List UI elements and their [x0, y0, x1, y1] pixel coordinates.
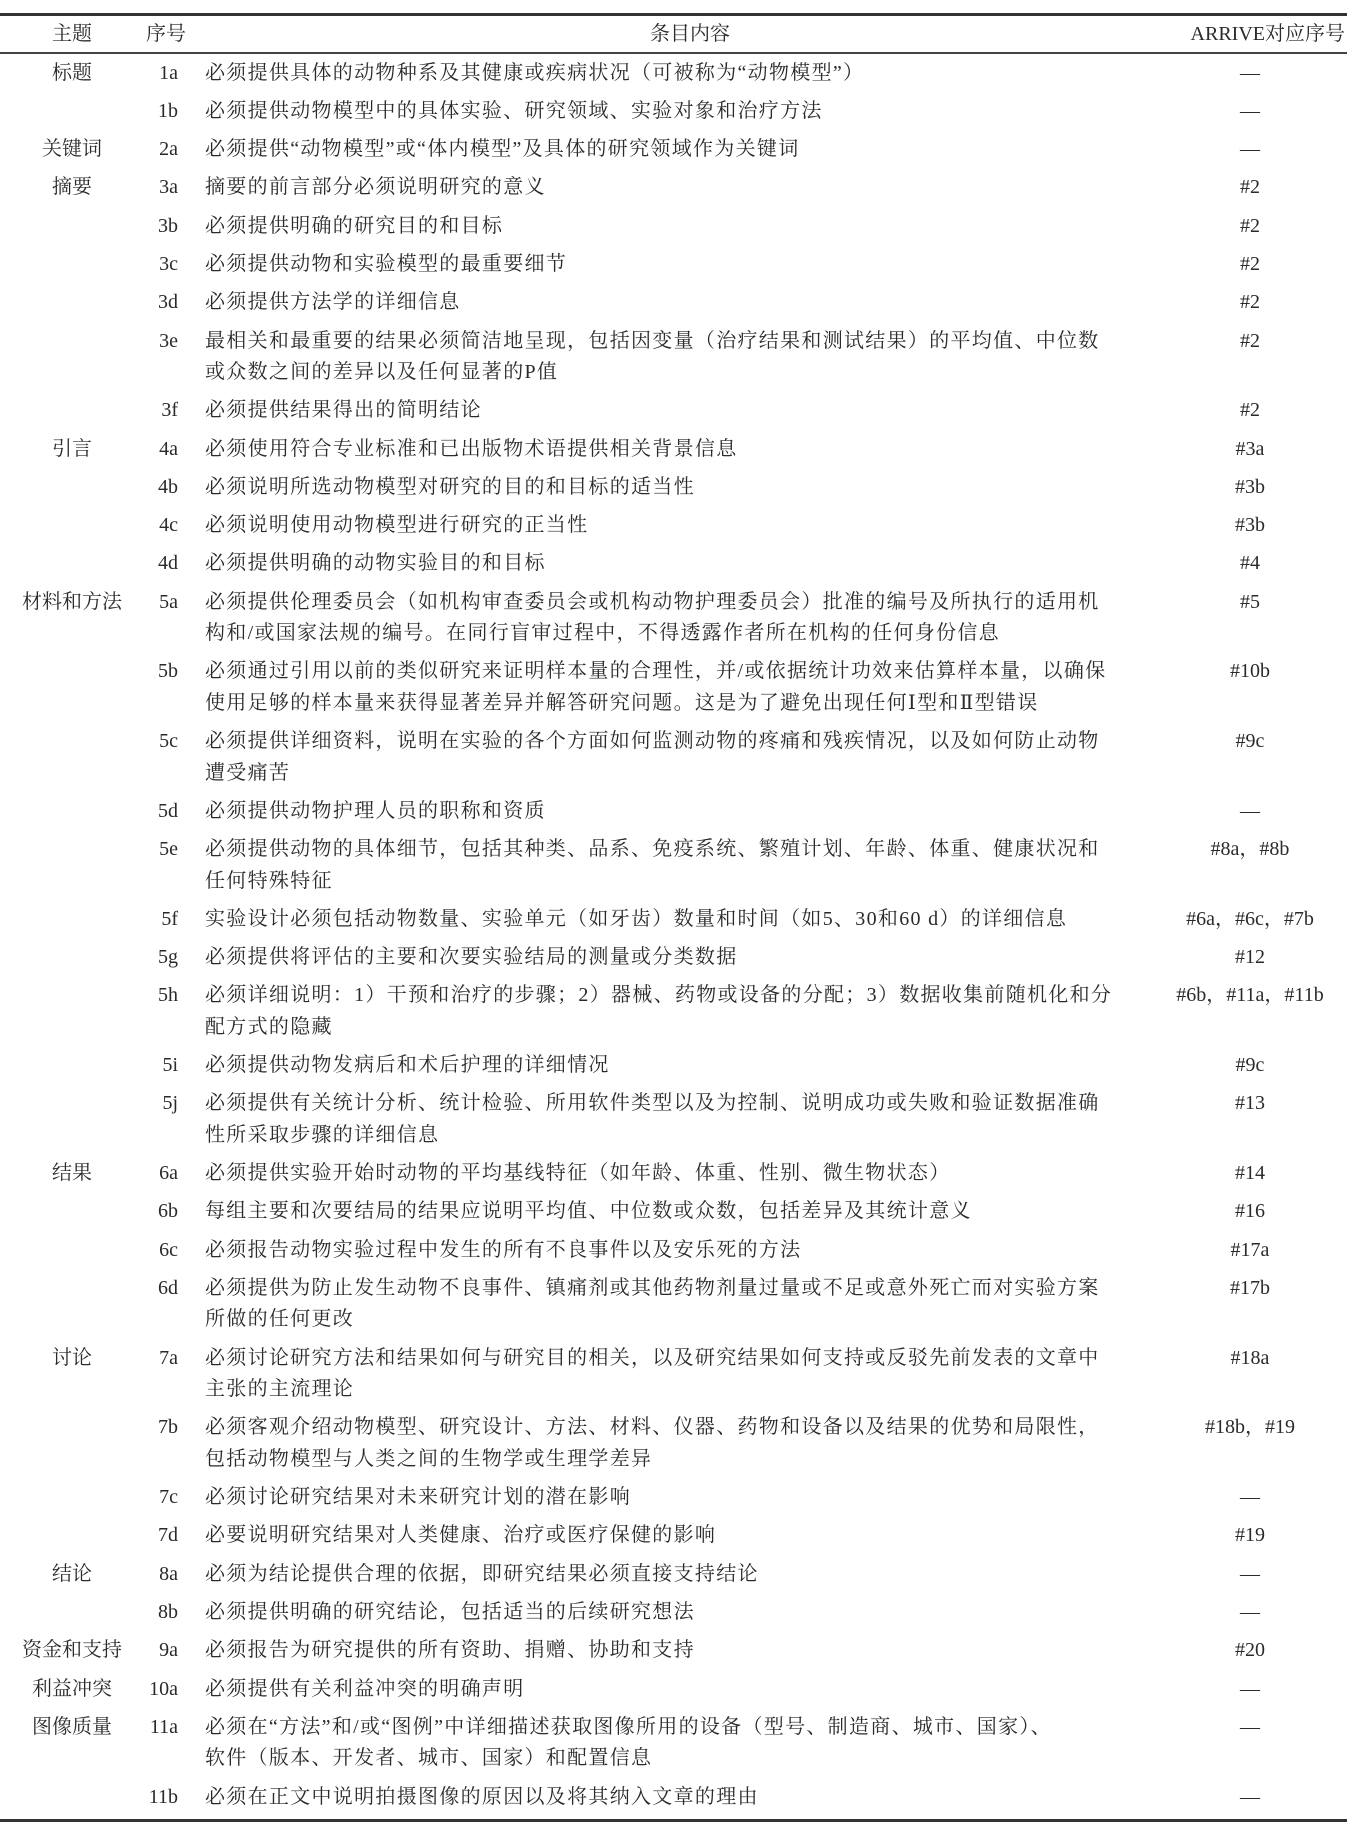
- content-line: 必须提供“动物模型”或“体内模型”及具体的研究领域作为关键词: [205, 138, 800, 161]
- content-line: 必须提供动物发病后和术后护理的详细情况: [205, 1054, 610, 1077]
- content-line: 必须提供详细资料，说明在实验的各个方面如何监测动物的疼痛和残疾情况，以及如何防止动物: [205, 730, 1100, 753]
- table-row: [0, 1517, 1347, 1555]
- row-content: [205, 1674, 1165, 1705]
- row-number: 3f: [161, 399, 178, 422]
- content-line: 必须提供方法学的详细信息: [205, 291, 461, 314]
- row-arrive-ref: #2: [1240, 252, 1260, 275]
- row-content: [205, 1597, 1165, 1628]
- row-number: 4c: [159, 514, 178, 537]
- row-arrive-ref: #6a，#6c，#7b: [1186, 907, 1314, 930]
- table-row: [0, 900, 1347, 938]
- table-row: [0, 468, 1347, 506]
- row-content: [205, 942, 1165, 973]
- content-line: 必须提供有关统计分析、统计检验、所用软件类型以及为控制、说明成功或失败和验证数据准确: [205, 1092, 1100, 1115]
- row-content: [205, 326, 1165, 389]
- row-content: [205, 434, 1165, 465]
- row-number: 3e: [159, 329, 178, 352]
- table-header: [0, 17, 1347, 52]
- table-row: [0, 1193, 1347, 1231]
- row-number: 9a: [159, 1639, 178, 1662]
- table-row: [0, 1270, 1347, 1340]
- content-line: 必须提供明确的研究结论，包括适当的后续研究想法: [205, 1601, 695, 1624]
- content-line: 必须在“方法”和/或“图例”中详细描述获取图像所用的设备（型号、制造商、城市、国家）、: [205, 1715, 1052, 1738]
- row-number: 1a: [159, 61, 178, 84]
- row-arrive-ref: #2: [1240, 214, 1260, 237]
- row-arrive-ref: #13: [1235, 1092, 1265, 1115]
- row-number: 6a: [159, 1162, 178, 1185]
- row-number: 5e: [159, 838, 178, 861]
- content-line: 必须提供结果得出的简明结论: [205, 399, 482, 422]
- table-row: [0, 169, 1347, 207]
- row-arrive-ref: —: [1240, 1562, 1260, 1585]
- content-line: 必须讨论研究方法和结果如何与研究目的相关，以及研究结果如何支持或反驳先前发表的文章中: [205, 1346, 1100, 1369]
- table-row: [0, 1339, 1347, 1409]
- row-topic: 结果: [52, 1162, 92, 1185]
- content-line: 必须报告为研究提供的所有资助、捐赠、协助和支持: [205, 1639, 695, 1662]
- content-line: 构和/或国家法规的编号。在同行盲审过程中，不得透露作者所在机构的任何身份信息: [205, 622, 1000, 645]
- row-number: 5g: [158, 946, 178, 969]
- table-row: [0, 1708, 1347, 1778]
- row-content: [205, 249, 1165, 280]
- row-arrive-ref: #16: [1235, 1200, 1265, 1223]
- table-row: [0, 1632, 1347, 1670]
- content-line: 最相关和最重要的结果必须简洁地呈现，包括因变量（治疗结果和测试结果）的平均值、中位数: [205, 329, 1100, 352]
- row-content: [205, 395, 1165, 426]
- row-content: [205, 211, 1165, 242]
- row-content: [205, 796, 1165, 827]
- row-topic: 引言: [52, 437, 92, 460]
- row-number: 4d: [158, 552, 178, 575]
- table-row: [0, 1231, 1347, 1269]
- row-arrive-ref: #17b: [1230, 1277, 1270, 1300]
- row-content: [205, 1235, 1165, 1266]
- row-arrive-ref: —: [1240, 61, 1260, 84]
- row-arrive-ref: —: [1240, 1486, 1260, 1509]
- row-number: 11a: [149, 1715, 178, 1738]
- table-row: [0, 92, 1347, 130]
- table-row: [0, 723, 1347, 793]
- row-topic: 利益冲突: [32, 1677, 112, 1700]
- row-number: 7b: [158, 1416, 178, 1439]
- row-content: [205, 287, 1165, 318]
- content-line: 必须详细说明：1）干预和治疗的步骤；2）器械、药物或设备的分配；3）数据收集前随机化和分: [205, 984, 1113, 1007]
- row-arrive-ref: —: [1240, 1785, 1260, 1808]
- row-content: [205, 472, 1165, 503]
- table-row: [0, 1409, 1347, 1479]
- row-number: 5d: [158, 799, 178, 822]
- row-content: [205, 1559, 1165, 1590]
- row-number: 5j: [162, 1092, 178, 1115]
- row-arrive-ref: —: [1240, 1677, 1260, 1700]
- row-content: [205, 1050, 1165, 1081]
- row-arrive-ref: #9c: [1235, 730, 1265, 753]
- row-content: [205, 548, 1165, 579]
- content-line: 必须提供为防止发生动物不良事件、镇痛剂或其他药物剂量过量或不足或意外死亡而对实验方案: [205, 1277, 1100, 1300]
- row-number: 5b: [158, 660, 178, 683]
- content-line: 必须提供实验开始时动物的平均基线特征（如年龄、体重、性别、微生物状态）: [205, 1162, 951, 1185]
- row-arrive-ref: —: [1240, 1715, 1260, 1738]
- row-content: [205, 510, 1165, 541]
- table-row: [0, 245, 1347, 283]
- row-content: [205, 58, 1165, 89]
- row-arrive-ref: #4: [1240, 552, 1260, 575]
- content-line: 实验设计必须包括动物数量、实验单元（如牙齿）数量和时间（如5、30和60 d）的详细信息: [205, 907, 1068, 930]
- row-topic: 图像质量: [32, 1715, 112, 1738]
- row-arrive-ref: #20: [1235, 1639, 1265, 1662]
- row-number: 3a: [159, 176, 178, 199]
- row-arrive-ref: #3a: [1235, 437, 1265, 460]
- row-number: 7c: [159, 1486, 178, 1509]
- table-row: [0, 831, 1347, 901]
- table-row: [0, 792, 1347, 830]
- row-content: [205, 1273, 1165, 1336]
- content-line: 必须通过引用以前的类似研究来证明样本量的合理性，并/或依据统计功效来估算样本量，以确保: [205, 660, 1107, 683]
- content-line: 必须提供明确的动物实验目的和目标: [205, 552, 546, 575]
- row-arrive-ref: #5: [1240, 590, 1260, 613]
- row-number: 5i: [162, 1054, 178, 1077]
- table-row: [0, 507, 1347, 545]
- table-row: [0, 54, 1347, 92]
- row-topic: 摘要: [52, 176, 92, 199]
- row-content: [205, 1088, 1165, 1151]
- row-number: 8a: [159, 1562, 178, 1585]
- row-number: 5f: [161, 907, 178, 930]
- content-line: 摘要的前言部分必须说明研究的意义: [205, 176, 546, 199]
- row-content: [205, 96, 1165, 127]
- row-content: [205, 172, 1165, 203]
- row-number: 3c: [159, 252, 178, 275]
- table-top-rule: [0, 13, 1347, 16]
- table-row: [0, 284, 1347, 322]
- content-line: 必须提供伦理委员会（如机构审查委员会或机构动物护理委员会）批准的编号及所执行的适用机: [205, 590, 1100, 613]
- table-row: [0, 322, 1347, 392]
- row-content: [205, 726, 1165, 789]
- content-line: 性所采取步骤的详细信息: [205, 1123, 440, 1146]
- row-arrive-ref: #3b: [1235, 475, 1265, 498]
- row-number: 5a: [159, 590, 178, 613]
- content-line: 必须讨论研究结果对未来研究计划的潜在影响: [205, 1486, 631, 1509]
- content-line: 必要说明研究结果对人类健康、治疗或医疗保健的影响: [205, 1524, 717, 1547]
- table-row: [0, 545, 1347, 583]
- row-number: 8b: [158, 1601, 178, 1624]
- row-arrive-ref: #14: [1235, 1162, 1265, 1185]
- table-row: [0, 1479, 1347, 1517]
- content-line: 每组主要和次要结局的结果应说明平均值、中位数或众数，包括差异及其统计意义: [205, 1200, 972, 1223]
- header-number: 序号: [146, 23, 186, 45]
- row-content: [205, 1196, 1165, 1227]
- header-content: 条目内容: [650, 23, 730, 45]
- row-number: 6b: [158, 1200, 178, 1223]
- content-line: 必须提供具体的动物种系及其健康或疾病状况（可被称为“动物模型”）: [205, 61, 865, 84]
- row-number: 3b: [158, 214, 178, 237]
- row-topic: 资金和支持: [22, 1639, 122, 1662]
- row-number: 4a: [159, 437, 178, 460]
- row-arrive-ref: #2: [1240, 399, 1260, 422]
- table-row: [0, 392, 1347, 430]
- table-row: [0, 1555, 1347, 1593]
- table-row: [0, 1155, 1347, 1193]
- row-arrive-ref: #17a: [1230, 1238, 1270, 1261]
- table-row: [0, 1778, 1347, 1816]
- row-content: [205, 1412, 1165, 1475]
- row-number: 11b: [148, 1785, 178, 1808]
- row-arrive-ref: #18a: [1230, 1346, 1270, 1369]
- row-arrive-ref: #2: [1240, 291, 1260, 314]
- content-line: 必须说明使用动物模型进行研究的正当性: [205, 514, 589, 537]
- row-arrive-ref: #9c: [1235, 1054, 1265, 1077]
- row-arrive-ref: —: [1240, 1601, 1260, 1624]
- table-row: [0, 939, 1347, 977]
- content-line: 必须在正文中说明拍摄图像的原因以及将其纳入文章的理由: [205, 1785, 759, 1808]
- content-line: 必须提供动物护理人员的职称和资质: [205, 799, 546, 822]
- content-line: 必须报告动物实验过程中发生的所有不良事件以及安乐死的方法: [205, 1238, 802, 1261]
- row-number: 5h: [158, 984, 178, 1007]
- table-row: [0, 430, 1347, 468]
- row-content: [205, 834, 1165, 897]
- header-arrive: ARRIVE对应序号: [1190, 23, 1345, 45]
- row-content: [205, 904, 1165, 935]
- table-row: [0, 653, 1347, 723]
- row-number: 2a: [159, 138, 178, 161]
- row-content: [205, 134, 1165, 165]
- row-number: 10a: [149, 1677, 178, 1700]
- content-line: 软件（版本、开发者、城市、国家）和配置信息: [205, 1747, 653, 1770]
- row-content: [205, 1712, 1165, 1775]
- content-line: 或众数之间的差异以及任何显著的P值: [205, 360, 559, 383]
- table-row: [0, 977, 1347, 1047]
- content-line: 必须提供有关利益冲突的明确声明: [205, 1677, 525, 1700]
- content-line: 必须提供动物的具体细节，包括其种类、品系、免疫系统、繁殖计划、年龄、体重、健康状况和: [205, 838, 1100, 861]
- table-row: [0, 1670, 1347, 1708]
- content-line: 任何特殊特征: [205, 869, 333, 892]
- row-number: 6c: [159, 1238, 178, 1261]
- row-arrive-ref: #6b，#11a，#11b: [1176, 984, 1324, 1007]
- content-line: 配方式的隐藏: [205, 1015, 333, 1038]
- row-topic: 关键词: [42, 138, 102, 161]
- row-topic: 材料和方法: [22, 590, 122, 613]
- row-arrive-ref: #2: [1240, 329, 1260, 352]
- row-number: 3d: [158, 291, 178, 314]
- table-body: [0, 54, 1347, 1816]
- row-number: 6d: [158, 1277, 178, 1300]
- row-content: [205, 1158, 1165, 1189]
- row-number: 1b: [158, 99, 178, 122]
- content-line: 使用足够的样本量来获得显著差异并解答研究问题。这是为了避免出现任何Ⅰ型和Ⅱ型错误: [205, 691, 1039, 714]
- row-number: 5c: [159, 730, 178, 753]
- content-line: 必须提供动物和实验模型的最重要细节: [205, 252, 568, 275]
- row-number: 4b: [158, 475, 178, 498]
- content-line: 必须提供将评估的主要和次要实验结局的测量或分类数据: [205, 946, 738, 969]
- row-number: 7d: [158, 1524, 178, 1547]
- content-line: 所做的任何更改: [205, 1308, 355, 1331]
- content-line: 必须使用符合专业标准和已出版物术语提供相关背景信息: [205, 437, 738, 460]
- table-row: [0, 131, 1347, 169]
- row-content: [205, 980, 1165, 1043]
- row-arrive-ref: #10b: [1230, 660, 1270, 683]
- content-line: 主张的主流理论: [205, 1378, 355, 1401]
- row-content: [205, 1482, 1165, 1513]
- table-row: [0, 1085, 1347, 1155]
- row-arrive-ref: —: [1240, 138, 1260, 161]
- row-arrive-ref: #3b: [1235, 514, 1265, 537]
- row-topic: 标题: [52, 61, 92, 84]
- row-content: [205, 1635, 1165, 1666]
- content-line: 遭受痛苦: [205, 761, 291, 784]
- content-line: 必须提供动物模型中的具体实验、研究领域、实验对象和治疗方法: [205, 99, 823, 122]
- content-line: 包括动物模型与人类之间的生物学或生理学差异: [205, 1447, 653, 1470]
- header-topic: 主题: [52, 23, 92, 45]
- row-number: 7a: [159, 1346, 178, 1369]
- row-arrive-ref: #18b，#19: [1205, 1416, 1295, 1439]
- content-line: 必须为结论提供合理的依据，即研究结果必须直接支持结论: [205, 1562, 759, 1585]
- row-content: [205, 1520, 1165, 1551]
- row-arrive-ref: #12: [1235, 946, 1265, 969]
- content-line: 必须提供明确的研究目的和目标: [205, 214, 504, 237]
- row-content: [205, 1343, 1165, 1406]
- row-content: [205, 1782, 1165, 1813]
- row-topic: 讨论: [52, 1346, 92, 1369]
- row-arrive-ref: #19: [1235, 1524, 1265, 1547]
- row-content: [205, 587, 1165, 650]
- table-row: [0, 1594, 1347, 1632]
- table-row: [0, 583, 1347, 653]
- row-arrive-ref: —: [1240, 99, 1260, 122]
- row-arrive-ref: #2: [1240, 176, 1260, 199]
- row-arrive-ref: —: [1240, 799, 1260, 822]
- content-line: 必须客观介绍动物模型、研究设计、方法、材料、仪器、药物和设备以及结果的优势和局限性，: [205, 1416, 1100, 1439]
- row-content: [205, 656, 1165, 719]
- row-arrive-ref: #8a，#8b: [1210, 838, 1290, 861]
- table-bottom-rule: [0, 1819, 1347, 1822]
- content-line: 必须说明所选动物模型对研究的目的和目标的适当性: [205, 475, 695, 498]
- table-row: [0, 1047, 1347, 1085]
- table-row: [0, 207, 1347, 245]
- row-topic: 结论: [52, 1562, 92, 1585]
